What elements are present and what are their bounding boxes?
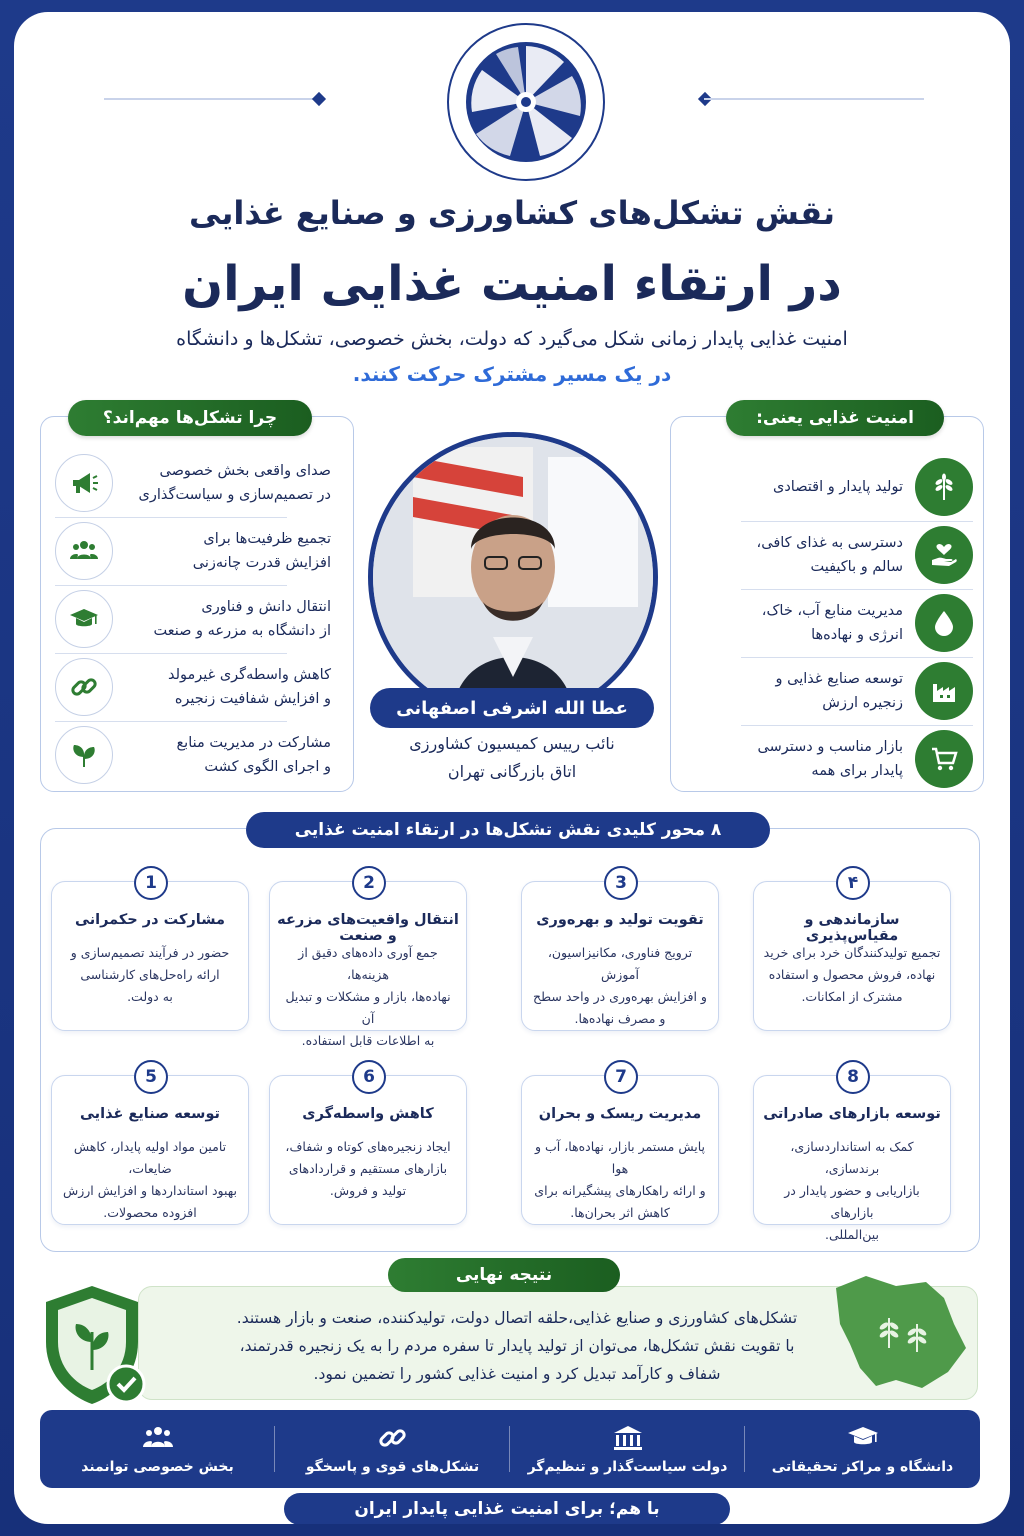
axis-body: تامین مواد اولیه پایدار، کاهش ضایعات، — [73, 1139, 227, 1176]
axis-body: کمک به استانداردسازی، برندسازی، — [790, 1139, 914, 1176]
axis-body: بازاریابی و حضور پایدار در بازارهای — [784, 1183, 920, 1220]
infographic-sheet — [14, 12, 1010, 1524]
footer-tagline: با هم؛ برای امنیت غذایی پایدار ایران — [284, 1493, 730, 1524]
stakeholder-label: تشکل‌های قوی و پاسخگو — [305, 1459, 480, 1475]
wheat-icon — [915, 458, 973, 516]
axis-body: ایجاد زنجیره‌های کوتاه و شفاف، — [285, 1139, 451, 1154]
axis-body: افزوده محصولات. — [103, 1205, 197, 1220]
axis-body: تولید و فروش. — [329, 1183, 407, 1198]
food-security-text: زنجیره ارزش — [822, 695, 903, 711]
food-security-panel — [670, 416, 984, 792]
why-text: انتقال دانش و فناوری — [201, 599, 331, 615]
axis-body: به اطلاعات قابل استفاده. — [301, 1033, 435, 1048]
axes-section — [40, 828, 980, 1252]
intro-line-1: امنیت غذایی پایدار زمانی شکل می‌گیرد که دولت، بخش خصوصی، تشکل‌ها و دانشگاه — [176, 328, 848, 350]
header-decor-line-left — [104, 98, 324, 100]
stakeholder-item — [275, 1410, 510, 1488]
axis-title: کاهش واسطه‌گری — [302, 1106, 434, 1122]
stakeholder-item — [745, 1410, 980, 1488]
axis-body: مشترک از امکانات. — [801, 989, 903, 1004]
axis-card — [269, 1067, 467, 1225]
stakeholder-label: بخش خصوصی توانمند — [81, 1459, 234, 1475]
conclusion-title: نتیجه نهایی — [388, 1258, 620, 1292]
axis-card — [521, 873, 719, 1031]
why-item — [55, 589, 343, 649]
header-decor-line-right — [704, 98, 924, 100]
axis-card — [753, 873, 951, 1031]
axis-body: ترویج فناوری، مکانیزاسیون، آموزش — [547, 945, 693, 982]
food-security-item — [685, 661, 973, 721]
axis-body: بین‌المللی. — [825, 1227, 879, 1242]
axis-body: نهاده‌ها، بازار و مشکلات و تبدیل آن — [285, 989, 451, 1026]
axes-title: ۸ محور کلیدی نقش تشکل‌ها در ارتقاء امنیت غذایی — [246, 812, 770, 848]
axis-body: حضور در فرآیند تصمیم‌سازی و — [70, 945, 230, 960]
why-item — [55, 453, 343, 513]
title-line-2: در ارتقاء امنیت غذایی ایران — [182, 256, 842, 312]
axis-title: توسعه صنایع غذایی — [80, 1106, 220, 1122]
why-text: و اجرای الگوی کشت — [204, 759, 331, 775]
food-security-text: دسترسی به غذای کافی، — [756, 535, 903, 551]
axis-number: 5 — [134, 1060, 168, 1094]
axis-title: انتقال واقعیت‌های مزرعه و صنعت — [277, 912, 459, 944]
people-group-icon — [141, 1423, 175, 1453]
food-security-item — [685, 525, 973, 585]
axis-number: 1 — [134, 866, 168, 900]
axis-body: و افزایش بهره‌وری در واحد سطح — [533, 989, 707, 1004]
why-panel — [40, 416, 354, 792]
food-security-text: تولید پایدار و اقتصادی — [772, 479, 903, 495]
megaphone-icon — [55, 454, 113, 512]
why-text: صدای واقعی بخش خصوصی — [159, 463, 331, 479]
graduation-cap-icon — [55, 590, 113, 648]
why-item — [55, 725, 343, 785]
axis-body: کاهش اثر بحران‌ها. — [570, 1205, 670, 1220]
axis-card — [51, 1067, 249, 1225]
conclusion-line-2: با تقویت نقش تشکل‌ها، می‌توان از تولید پایدار تا سفره مردم را به یک زنجیره قدرتمند، — [239, 1337, 795, 1355]
speaker-name: عطا الله اشرفی اصفهانی — [370, 688, 654, 728]
title-line-1: نقش تشکل‌های کشاورزی و صنایع غذایی — [189, 194, 835, 232]
conclusion-line-1: تشکل‌های کشاورزی و صنایع غذایی،حلقه اتصال دولت، تولیدکننده، صنعت و بازار هستند. — [236, 1309, 798, 1327]
heart-hand-icon — [915, 526, 973, 584]
axis-body: پایش مستمر بازار، نهاده‌ها، آب و هوا — [534, 1139, 706, 1176]
axis-card — [521, 1067, 719, 1225]
axis-card — [269, 873, 467, 1048]
header-decor-dot — [312, 92, 326, 106]
shield-check-icon — [34, 1280, 154, 1410]
food-security-text: توسعه صنایع غذایی و — [775, 671, 903, 687]
why-text: در تصمیم‌سازی و سیاست‌گذاری — [138, 487, 331, 503]
axis-number: 7 — [604, 1060, 638, 1094]
chain-link-icon — [55, 658, 113, 716]
food-security-text: بازار مناسب و دسترسی — [757, 739, 903, 755]
conclusion-line-3: شفاف و کارآمد تبدیل کرد و امنیت غذایی کشور را تضمین نمود. — [313, 1365, 721, 1383]
stakeholder-label: دولت سیاست‌گذار و تنظیم‌گر — [527, 1459, 728, 1475]
axis-number: 8 — [836, 1060, 870, 1094]
axis-body: به دولت. — [127, 989, 173, 1004]
axis-card — [753, 1067, 951, 1242]
axis-body: بازارهای مستقیم و قراردادهای — [288, 1161, 448, 1176]
speaker-role-line-2: اتاق بازرگانی تهران — [447, 762, 577, 781]
shopping-cart-icon — [915, 730, 973, 788]
why-text: کاهش واسطه‌گری غیرمولد — [167, 667, 331, 683]
axis-number: ۴ — [836, 866, 870, 900]
chain-link-icon — [376, 1423, 410, 1453]
intro-line-2: در یک مسیر مشترک حرکت کنند. — [352, 362, 672, 386]
why-panel-title: چرا تشکل‌ها مهم‌اند؟ — [68, 400, 312, 436]
axis-title: مدیریت ریسک و بحران — [538, 1106, 702, 1122]
leaf-icon — [55, 726, 113, 784]
why-text: افزایش قدرت چانه‌زنی — [192, 555, 331, 571]
axis-body: جمع آوری داده‌های دقیق از هزینه‌ها، — [298, 945, 438, 982]
axis-title: توسعه بازارهای صادراتی — [763, 1106, 941, 1122]
axis-title: تقویت تولید و بهره‌وری — [536, 912, 704, 928]
stakeholder-label: دانشگاه و مراکز تحقیقاتی — [771, 1459, 954, 1475]
axis-body: و مصرف نهاده‌ها. — [574, 1011, 666, 1026]
stakeholder-item — [40, 1410, 275, 1488]
government-building-icon — [611, 1423, 645, 1453]
why-text: از دانشگاه به مزرعه و صنعت — [153, 623, 331, 639]
axis-body: تجمیع تولیدکنندگان خرد برای خرید — [763, 945, 941, 960]
why-item — [55, 521, 343, 581]
food-security-text: پایدار برای همه — [811, 763, 903, 779]
food-security-text: سالم و باکیفیت — [810, 559, 903, 575]
axis-body: و ارائه راهکارهای پیشگیرانه برای — [534, 1183, 706, 1198]
food-security-text: انرژی و نهاده‌ها — [811, 627, 903, 643]
speaker-role-line-1: نائب رییس کمیسیون کشاورزی — [409, 734, 615, 753]
axis-body: ارائه راه‌حل‌های کارشناسی — [80, 967, 220, 982]
food-security-item — [685, 457, 973, 517]
food-security-item — [685, 729, 973, 789]
food-security-text: مدیریت منابع آب، خاک، — [761, 603, 903, 619]
axis-body: نهاده، فروش محصول و استفاده — [768, 967, 936, 982]
axis-title: مشارکت در حکمرانی — [75, 912, 225, 928]
axis-card — [51, 873, 249, 1031]
why-item — [55, 657, 343, 717]
people-group-icon — [55, 522, 113, 580]
chamber-logo — [444, 20, 608, 184]
axis-number: 2 — [352, 866, 386, 900]
food-security-title: امنیت غذایی یعنی: — [726, 400, 944, 436]
iran-map-icon — [826, 1268, 976, 1398]
axis-title: سازماندهی و مقیاس‌پذیری — [804, 912, 900, 944]
graduation-cap-icon — [846, 1423, 880, 1453]
axis-body: بهبود استانداردها و افزایش ارزش — [62, 1183, 238, 1198]
why-text: تجمیع ظرفیت‌ها برای — [203, 531, 331, 547]
why-text: و افزایش شفافیت زنجیره — [174, 691, 331, 707]
factory-icon — [915, 662, 973, 720]
axis-number: 3 — [604, 866, 638, 900]
stakeholder-item — [510, 1410, 745, 1488]
why-text: مشارکت در مدیریت منابع — [176, 735, 331, 751]
water-drop-icon — [915, 594, 973, 652]
speaker-photo — [368, 432, 658, 722]
stakeholders-bar — [40, 1410, 980, 1488]
axis-number: 6 — [352, 1060, 386, 1094]
food-security-item — [685, 593, 973, 653]
